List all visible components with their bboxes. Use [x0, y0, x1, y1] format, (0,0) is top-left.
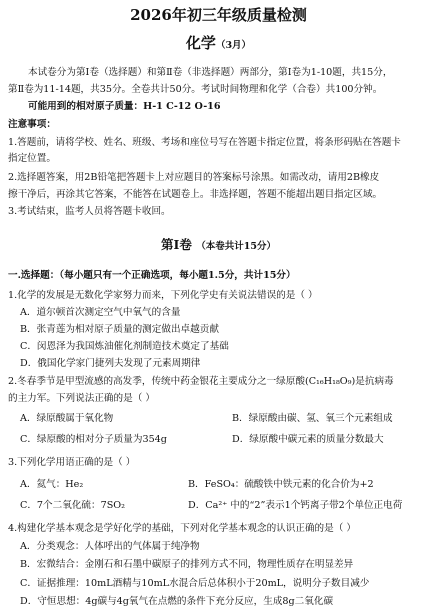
question-4-option-a: A．分类观念：人体呼出的气体属于纯净物 [20, 541, 200, 552]
part-heading [8, 269, 429, 282]
question-2-stem-line-1: 2.冬春季节是甲型流感的高发季，传统中药金银花主要成分之一绿原酸(C₁₆H₁₈O₉)是抗病毒 [8, 376, 394, 387]
question-3-row-1 [20, 478, 429, 491]
question-1-stem: 1.化学的发展是无数化学家努力而来，下列化学史有关说法错误的是（ ） [8, 290, 318, 301]
section-title: 第Ⅰ卷 [161, 237, 192, 252]
question-4-option-b: B．宏微结合：金刚石和石墨中碳原子的排列方式不同，物理性质存在明显差异 [20, 559, 354, 570]
question-4-option-d: D．守恒思想：4g碳与4g氧气在点燃的条件下充分反应，生成8g二氧化碳 [20, 596, 334, 607]
question-2-option-b: B．绿原酸由碳、氢、氧三个元素组成 [232, 413, 393, 424]
exam-title: 2026年初三年级质量检测 [130, 6, 307, 24]
intro-line-1: 本试卷分为第Ⅰ卷（选择题）和第Ⅱ卷（非选择题）两部分，第Ⅰ卷为1-10题，共15分， [28, 67, 393, 78]
question-3-stem: 3.下列化学用语正确的是（ ） [8, 457, 136, 468]
note-3: 3.考试结束，监考人员将答题卡收回。 [8, 206, 171, 217]
subject-name: 化学 [185, 34, 216, 52]
section-heading [8, 237, 429, 255]
atomic-mass-line: 可能用到的相对原子质量：H-1 C-12 O-16 [28, 101, 221, 112]
question-3-row-2 [20, 499, 429, 512]
question-1-option-b: B．张青莲为相对原子质量的测定做出卓越贡献 [20, 324, 219, 335]
note-2-line-2: 擦干净后，再涂其它答案，不能答在试题卷上。非选择题，答题不能超出题目指定区域。 [8, 189, 383, 200]
question-1-option-c: C．闵恩泽为我国炼油催化剂制造技术奠定了基础 [20, 341, 229, 352]
notes-heading: 注意事项： [8, 119, 56, 130]
question-2-stem-line-2: 的主力军。下列说法正确的是（ ） [8, 393, 155, 404]
subject-heading [8, 34, 429, 55]
section-note: （本卷共计15分） [196, 241, 276, 252]
question-2-row-1 [20, 412, 429, 425]
exam-month: （3月） [215, 40, 252, 51]
question-2-option-c: C．绿原酸的相对分子质量为354g [20, 434, 167, 445]
note-1-line-2: 指定位置。 [8, 153, 56, 164]
question-2-option-d: D．绿原酸中碳元素的质量分数最大 [232, 434, 384, 445]
note-2-line-1: 2.选择题答案，用2B铅笔把答题卡上对应题目的答案标号涂黑。如需改动，请用2B橡皮 [8, 172, 380, 183]
question-2-option-a: A．绿原酸属于氧化物 [20, 413, 114, 424]
question-4-option-c: C．证据推理：10mL酒精与10mL水混合后总体积小于20mL，说明分子数目减少 [20, 578, 370, 589]
part-note: （每小题只有一个正确选项，每小题1.5分，共计15分） [59, 270, 296, 281]
intro-line-2: 第Ⅱ卷为11-14题，共35分。全卷共计50分。考试时间物理和化学（合卷）共100分钟。 [8, 84, 383, 95]
question-1-option-a: A．道尔顿首次测定空气中氧气的含量 [20, 307, 181, 318]
part-title: 一.选择题： [8, 270, 60, 281]
question-3-option-a: A．氦气：He₂ [20, 479, 84, 490]
question-3-option-d: D．Ca²⁺ 中的“2”表示1个钙离子带2个单位正电荷 [188, 500, 403, 511]
note-1-line-1: 1.答题前，请将学校、姓名、班级、考场和座位号写在答题卡指定位置，将条形码贴在答题卡 [8, 137, 401, 148]
question-2-row-2 [20, 433, 429, 446]
question-3-option-b: B．FeSO₄：硫酸铁中铁元素的化合价为+2 [188, 479, 374, 490]
question-4-stem: 4.构建化学基本观念是学好化学的基础，下列对化学基本观念的认识正确的是（ ） [8, 523, 356, 534]
question-1-option-d: D．俄国化学家门捷列夫发现了元素周期律 [20, 358, 201, 369]
question-3-option-c: C．7个二氧化硫：7SO₂ [20, 500, 125, 511]
